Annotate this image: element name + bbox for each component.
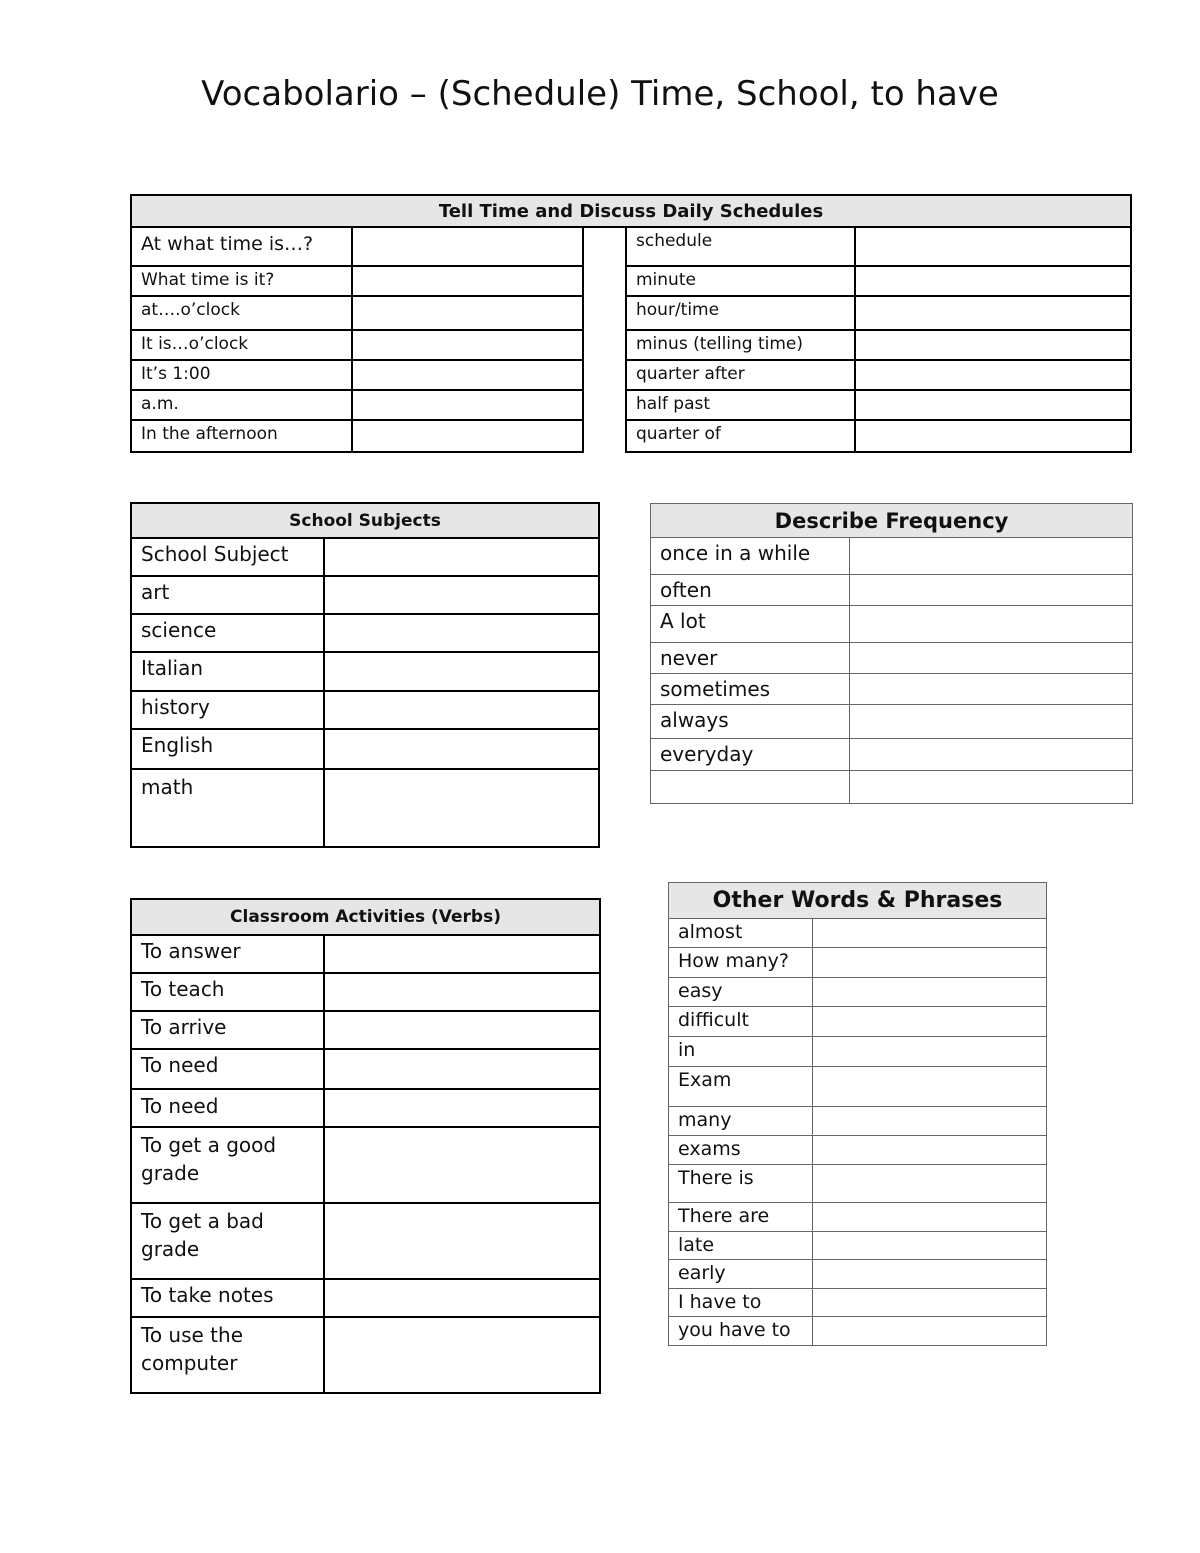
answer-cell[interactable] [324,1127,600,1203]
answer-cell[interactable] [813,919,1047,948]
other-term: Exam [669,1067,813,1107]
answer-cell[interactable] [324,691,599,729]
answer-cell[interactable] [324,935,600,973]
frequency-term: often [651,575,850,606]
answer-cell[interactable] [324,614,599,652]
subject-term: history [131,691,324,729]
answer-cell[interactable] [850,771,1133,804]
frequency-term: always [651,705,850,739]
answer-cell[interactable] [813,1232,1047,1260]
frequency-term: A lot [651,606,850,643]
answer-cell[interactable] [324,1089,600,1127]
time-term: quarter of [626,420,855,452]
answer-cell[interactable] [813,1007,1047,1037]
answer-cell[interactable] [324,538,599,576]
frequency-table [650,503,1133,804]
answer-cell[interactable] [850,643,1133,674]
answer-cell[interactable] [324,973,600,1011]
frequency-term: sometimes [651,674,850,705]
other-term: you have to [669,1317,813,1346]
answer-cell[interactable] [324,576,599,614]
answer-cell[interactable] [324,769,599,847]
other-term: in [669,1037,813,1067]
other-term: easy [669,978,813,1007]
time-table-header: Tell Time and Discuss Daily Schedules [131,195,1131,227]
frequency-term: never [651,643,850,674]
other-term: many [669,1107,813,1136]
answer-cell[interactable] [352,296,583,330]
other-table-header: Other Words & Phrases [669,883,1047,919]
answer-cell[interactable] [855,330,1131,360]
other-term: exams [669,1136,813,1165]
answer-cell[interactable] [850,705,1133,739]
other-table [668,882,1047,1346]
time-term: It is…o’clock [131,330,352,360]
subject-term: Italian [131,652,324,691]
subject-term: School Subject [131,538,324,576]
other-term: There is [669,1165,813,1203]
time-table [130,194,1132,453]
other-term: almost [669,919,813,948]
answer-cell[interactable] [324,1317,600,1393]
time-term: It’s 1:00 [131,360,352,390]
time-term: minute [626,266,855,296]
answer-cell[interactable] [855,390,1131,420]
other-term: There are [669,1203,813,1232]
answer-cell[interactable] [813,1289,1047,1317]
answer-cell[interactable] [352,360,583,390]
subjects-table-header: School Subjects [131,503,599,538]
time-term: half past [626,390,855,420]
other-term: late [669,1232,813,1260]
frequency-term [651,771,850,804]
time-term: minus (telling time) [626,330,855,360]
subject-term: math [131,769,324,847]
time-term: hour/time [626,296,855,330]
answer-cell[interactable] [324,1011,600,1049]
subjects-table [130,502,600,848]
time-term: At what time is…? [131,227,352,266]
answer-cell[interactable] [813,1136,1047,1165]
answer-cell[interactable] [850,606,1133,643]
activity-term: To answer [131,935,324,973]
answer-cell[interactable] [850,538,1133,575]
time-term: schedule [626,227,855,266]
page-title: Vocabolario – (Schedule) Time, School, to have [201,74,999,114]
other-term: I have to [669,1289,813,1317]
answer-cell[interactable] [324,1279,600,1317]
answer-cell[interactable] [352,390,583,420]
frequency-term: once in a while [651,538,850,575]
answer-cell[interactable] [352,330,583,360]
frequency-table-header: Describe Frequency [651,504,1133,538]
answer-cell[interactable] [855,296,1131,330]
time-term: What time is it? [131,266,352,296]
answer-cell[interactable] [813,1317,1047,1346]
activity-term: To get a bad grade [131,1203,324,1279]
answer-cell[interactable] [855,420,1131,452]
answer-cell[interactable] [855,360,1131,390]
activity-term: To get a good grade [131,1127,324,1203]
activities-table [130,898,601,1394]
other-term: early [669,1260,813,1289]
subject-term: art [131,576,324,614]
activity-term: To need [131,1049,324,1089]
activities-table-header: Classroom Activities (Verbs) [131,899,600,935]
answer-cell[interactable] [850,575,1133,606]
activity-term: To need [131,1089,324,1127]
time-term: quarter after [626,360,855,390]
answer-cell[interactable] [352,227,583,266]
answer-cell[interactable] [324,729,599,769]
answer-cell[interactable] [855,266,1131,296]
answer-cell[interactable] [850,674,1133,705]
answer-cell[interactable] [813,1260,1047,1289]
activity-term: To arrive [131,1011,324,1049]
answer-cell[interactable] [324,1203,600,1279]
frequency-term: everyday [651,739,850,771]
activity-term: To teach [131,973,324,1011]
answer-cell[interactable] [813,1203,1047,1232]
answer-cell[interactable] [813,948,1047,978]
activity-term: To use the computer [131,1317,324,1393]
subject-term: science [131,614,324,652]
answer-cell[interactable] [813,978,1047,1007]
answer-cell[interactable] [813,1067,1047,1107]
answer-cell[interactable] [324,652,599,691]
answer-cell[interactable] [813,1165,1047,1203]
subject-term: English [131,729,324,769]
other-term: How many? [669,948,813,978]
other-term: difficult [669,1007,813,1037]
answer-cell[interactable] [352,420,583,452]
time-term: at….o’clock [131,296,352,330]
time-term: a.m. [131,390,352,420]
answer-cell[interactable] [324,1049,600,1089]
time-term: In the afternoon [131,420,352,452]
answer-cell[interactable] [850,739,1133,771]
answer-cell[interactable] [855,227,1131,266]
answer-cell[interactable] [352,266,583,296]
activity-term: To take notes [131,1279,324,1317]
answer-cell[interactable] [813,1107,1047,1136]
answer-cell[interactable] [813,1037,1047,1067]
